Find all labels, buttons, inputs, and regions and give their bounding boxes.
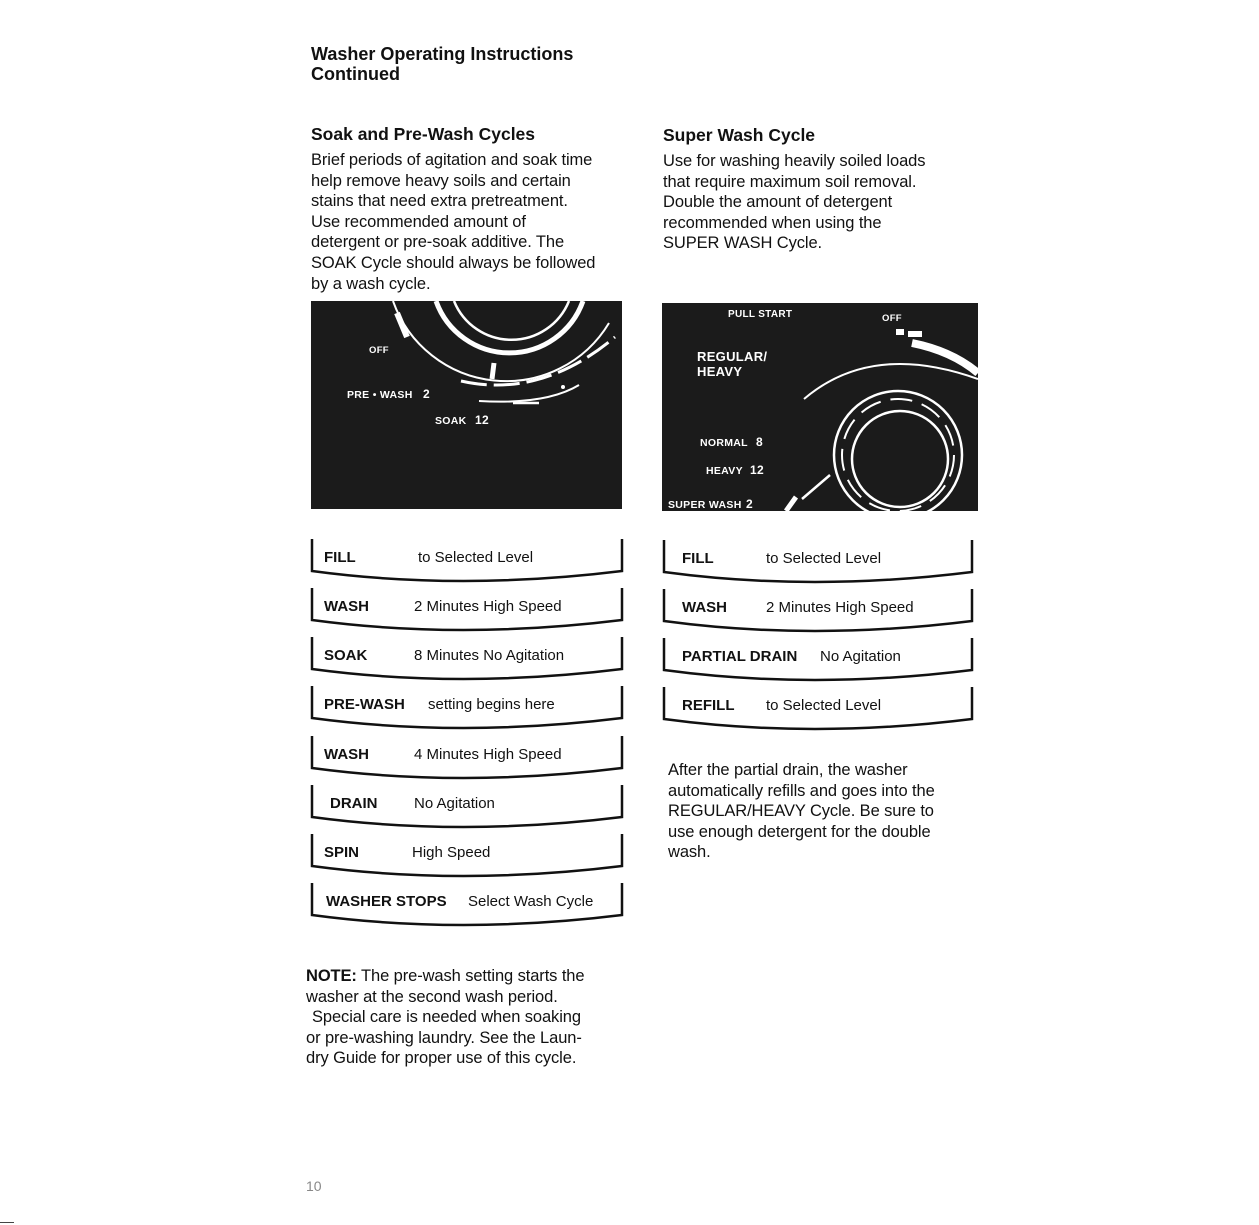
dial-heavy-setting-number: 12 [750, 463, 764, 477]
note-paragraph [306, 966, 584, 1069]
note-line: or pre-washing laundry. See the Laun- [306, 1028, 582, 1047]
step-description: Select Wash Cycle [468, 893, 594, 910]
step-label: WASH [682, 599, 727, 616]
dial-soak-number: 12 [475, 413, 489, 427]
paragraph-line: Use for washing heavily soiled loads [663, 152, 926, 170]
step-description: setting begins here [428, 696, 555, 713]
soak-dial-photo [311, 301, 622, 509]
super-wash-paragraph [663, 151, 925, 254]
dial-pull-start-label: PULL START [728, 309, 793, 320]
step-label: SPIN [324, 844, 360, 861]
dial-prewash-number: 2 [423, 387, 430, 401]
paragraph-line: help remove heavy soils and certain [311, 171, 571, 190]
paragraph-line: stains that need extra pretreatment. [311, 192, 568, 211]
step-description: 4 Minutes High Speed [414, 746, 562, 763]
step-box [310, 881, 624, 931]
step-description: 8 Minutes No Agitation [414, 647, 565, 664]
dial-soak-label: SOAK [435, 415, 467, 427]
paragraph-line: recommended when using the [663, 213, 882, 232]
step-description: 2 Minutes High Speed [766, 599, 914, 616]
step-label: SOAK [324, 647, 368, 664]
header-subtitle: Continued [311, 64, 400, 84]
dial-heavy-label: HEAVY [697, 364, 743, 379]
step-label: PARTIAL DRAIN [682, 648, 798, 665]
step-box [310, 734, 624, 784]
step-description: to Selected Level [766, 697, 882, 714]
paragraph-line: Use recommended amount of [311, 212, 526, 231]
dial-super-wash-label: SUPER WASH [668, 499, 742, 511]
page-header [311, 44, 573, 84]
step-box [310, 783, 624, 833]
step-description: No Agitation [414, 795, 495, 812]
step-box [310, 684, 624, 734]
paragraph-line: wash. [668, 843, 711, 862]
paragraph-line: REGULAR/HEAVY Cycle. Be sure to [668, 802, 934, 821]
header-title: Washer Operating Instructions [311, 44, 574, 64]
dial-off-label: OFF [882, 313, 902, 324]
step-description: High Speed [412, 844, 491, 861]
paragraph-line: detergent or pre-soak additive. The [311, 233, 565, 252]
paragraph-line: automatically refills and goes into the [668, 781, 935, 800]
dial-heavy-setting-label: HEAVY [706, 465, 743, 477]
page-number: 10 [306, 1178, 322, 1194]
note-line: dry Guide for proper use of this cycle. [306, 1049, 577, 1068]
step-box [662, 538, 974, 588]
step-label: PRE-WASH [324, 696, 405, 713]
soak-prewash-title: Soak and Pre-Wash Cycles [311, 124, 536, 144]
note-line [306, 966, 584, 987]
step-box [310, 537, 624, 587]
step-box [310, 586, 624, 636]
step-label: REFILL [682, 697, 735, 714]
step-description: to Selected Level [766, 550, 882, 567]
dial-drawing [662, 303, 978, 511]
partial-drain-explanation [668, 760, 935, 863]
note-label: NOTE: [306, 967, 357, 985]
paragraph-line: SOAK Cycle should always be followed [311, 253, 596, 272]
dial-drawing [311, 301, 622, 509]
dial-prewash-label: PRE • WASH [347, 389, 413, 401]
dial-regular-label: REGULAR/ [697, 349, 768, 364]
step-description: No Agitation [820, 648, 901, 665]
dial-normal-number: 8 [756, 435, 763, 449]
dial-off-label: OFF [369, 345, 389, 356]
paragraph-line: SUPER WASH Cycle. [663, 234, 823, 253]
paragraph-line: Double the amount of detergent [663, 193, 893, 212]
note-line: Special care is needed when soaking [312, 1008, 581, 1027]
step-label: DRAIN [330, 795, 378, 812]
paragraph-line: After the partial drain, the washer [668, 761, 908, 779]
paragraph-line: use enough detergent for the double [668, 822, 931, 841]
step-box [310, 832, 624, 882]
dial-normal-label: NORMAL [700, 437, 748, 449]
super-wash-dial-photo [662, 303, 978, 511]
note-text: The pre-wash setting starts the [361, 967, 585, 985]
paragraph-line: that require maximum soil removal. [663, 172, 917, 191]
step-box [662, 636, 974, 686]
step-description: 2 Minutes High Speed [414, 598, 562, 615]
step-box [662, 685, 974, 735]
paragraph-line: by a wash cycle. [311, 274, 431, 293]
note-line: washer at the second wash period. [306, 987, 558, 1006]
step-description: to Selected Level [418, 549, 534, 566]
step-box [662, 587, 974, 637]
step-label: WASH [324, 598, 369, 615]
step-label: WASH [324, 746, 369, 763]
step-label: FILL [682, 550, 714, 567]
paragraph-line: Brief periods of agitation and soak time [311, 151, 593, 169]
corner-mark [0, 1222, 14, 1223]
step-box [310, 635, 624, 685]
step-label: FILL [324, 549, 356, 566]
soak-prewash-paragraph [311, 150, 595, 294]
dial-super-wash-number: 2 [746, 497, 753, 511]
step-label: WASHER STOPS [326, 893, 447, 910]
super-wash-title: Super Wash Cycle [663, 125, 816, 145]
